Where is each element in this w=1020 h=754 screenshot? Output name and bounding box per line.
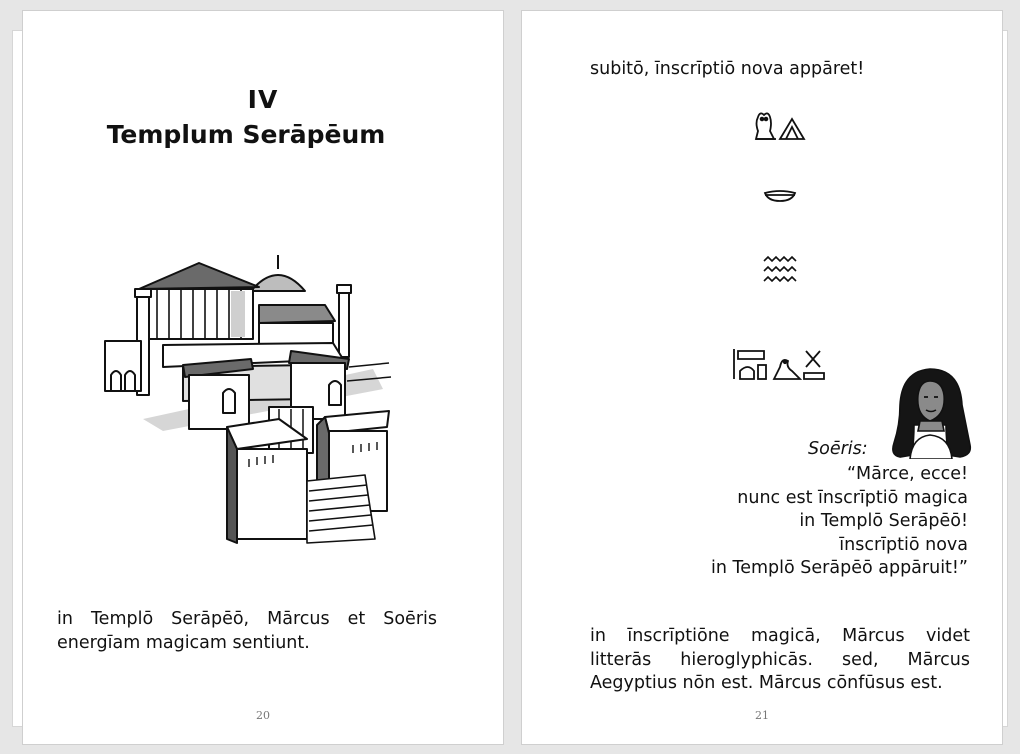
owl-and-bread-hieroglyph (752, 109, 808, 143)
right-page-top-line: subitō, īnscrīptiō nova appāret! (590, 59, 865, 79)
hieroglyph-group (730, 345, 830, 383)
dialog-line: in Templō Serāpēō! (799, 511, 968, 531)
dialog-line: in Templō Serāpēō appāruit!” (711, 558, 968, 578)
lips-hieroglyph (762, 189, 798, 205)
chapter-number: IV (247, 85, 279, 114)
temple-illustration (103, 249, 393, 545)
speaker-label: Soēris: (808, 439, 868, 459)
dialog-line: īnscrīptiō nova (839, 534, 968, 555)
chapter-title: Templum Serāpēum (106, 120, 386, 149)
soeris-portrait (890, 365, 972, 459)
dialog-line: nunc est īnscrīptiō magica (737, 487, 968, 508)
left-page (22, 10, 504, 745)
dialog-line: “Mārce, ecce! (846, 464, 968, 484)
water-ripples-hieroglyph (762, 255, 798, 289)
page-number-left: 20 (256, 709, 270, 722)
page-number-right: 21 (755, 709, 769, 722)
dialog-block (711, 463, 968, 581)
left-page-paragraph: in Templō Serāpēō, Mārcus et Soēris energīam magicam sentiunt. (57, 609, 437, 653)
right-page (521, 10, 1003, 745)
right-page-paragraph: in īnscrīptiōne magicā, Mārcus videt litterās hieroglyphicās. sed, Mārcus Aegyptius nōn est. Mārcus cōnfūsus est. (590, 626, 970, 693)
